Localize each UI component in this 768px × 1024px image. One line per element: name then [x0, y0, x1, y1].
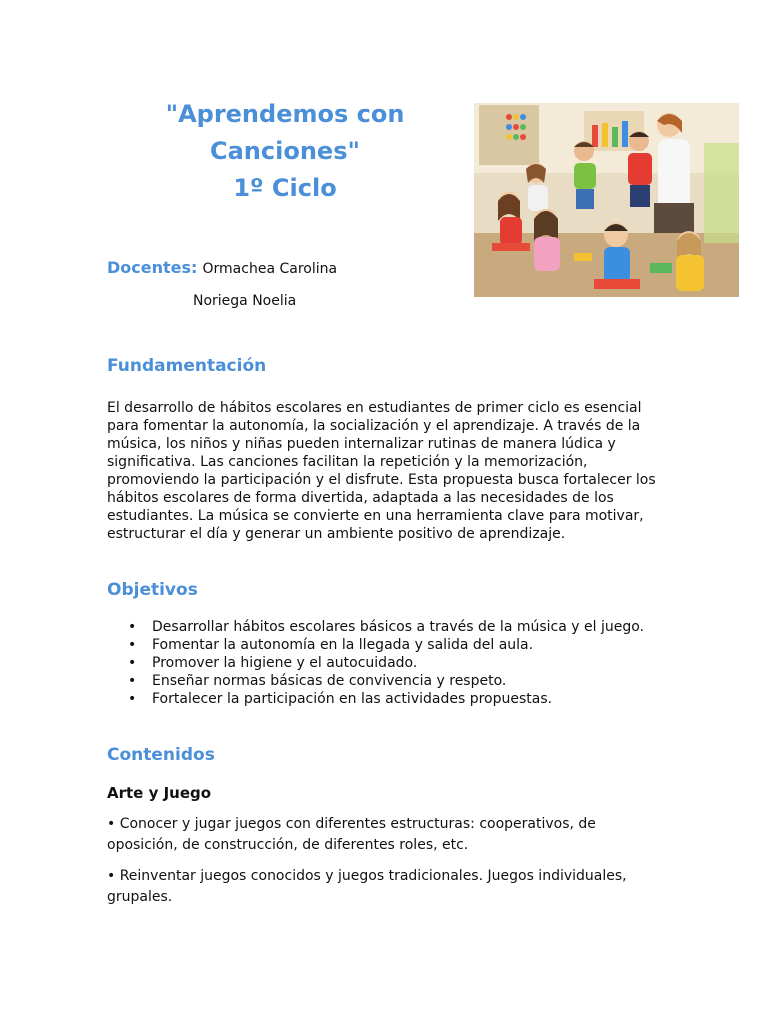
- arte-y-juego-subheading: Arte y Juego: [107, 784, 212, 802]
- bullet-icon: •: [128, 619, 137, 635]
- contenidos-heading: Contenidos: [107, 745, 215, 765]
- bullet-icon: •: [128, 655, 137, 671]
- bullet-icon: •: [128, 691, 137, 707]
- objetivos-heading: Objetivos: [107, 580, 198, 600]
- list-item: • Enseñar normas básicas de convivencia y respeto.: [128, 673, 507, 689]
- title-line-3: 1º Ciclo: [233, 174, 337, 202]
- title-line-1: "Aprendemos con: [165, 100, 405, 128]
- bullet-icon: •: [128, 637, 137, 653]
- docente-name: Ormachea Carolina: [202, 261, 338, 277]
- docentes-label: Docentes:: [107, 258, 198, 277]
- docente-name: Noriega Noelia: [193, 293, 297, 309]
- list-item: • Fomentar la autonomía en la llegada y salida del aula.: [128, 637, 534, 653]
- fundamentacion-heading: Fundamentación: [107, 356, 267, 376]
- contenidos-item: • Reinventar juegos conocidos y juegos tradicionales. Juegos individuales, grupales.: [107, 868, 627, 905]
- classroom-photo: [474, 103, 739, 297]
- document-title: [140, 96, 430, 207]
- list-item: • Desarrollar hábitos escolares básicos a través de la música y el juego.: [128, 619, 644, 635]
- list-item: • Fortalecer la participación en las actividades propuestas.: [128, 691, 553, 707]
- contenidos-item: • Conocer y jugar juegos con diferentes estructuras: cooperativos, de oposición, de construcción, de diferentes roles, etc.: [107, 816, 596, 853]
- list-item: • Promover la higiene y el autocuidado.: [128, 655, 418, 671]
- objetivos-list: [107, 618, 712, 708]
- fundamentacion-text: El desarrollo de hábitos escolares en estudiantes de primer ciclo es esencial para fomentar la autonomía, la socialización y el aprendizaje. A través de la música, los niños y niñas pueden internalizar rutinas de manera lúdica y significativa. Las canciones facilitan la repetición y la memorización, promoviendo la participación y el disfrute. Esta propuesta busca fortalecer los hábitos escolares de forma divertida, adaptada a las necesidades de los estudiantes. La música se convierte en una herramienta clave para motivar, estructurar el día y generar un ambiente positivo de aprendizaje.: [107, 400, 656, 542]
- bullet-icon: •: [128, 673, 137, 689]
- title-line-2: Canciones": [210, 137, 360, 165]
- docentes-line: [107, 258, 337, 277]
